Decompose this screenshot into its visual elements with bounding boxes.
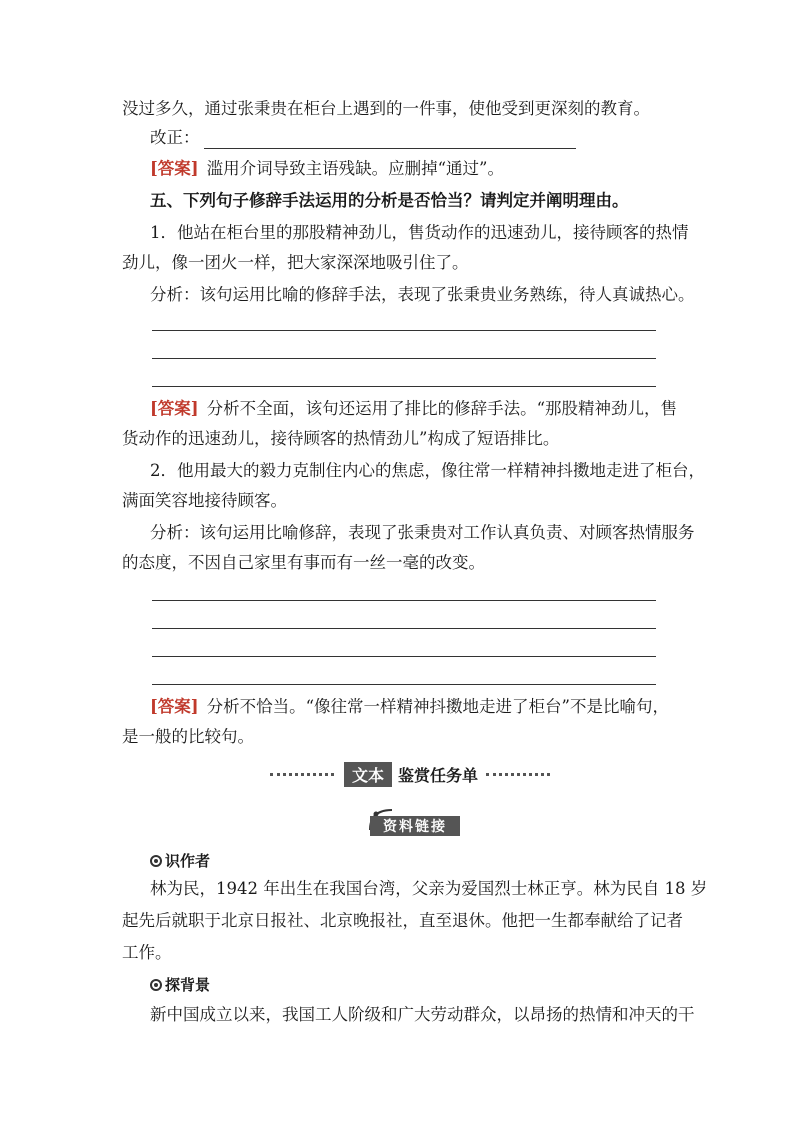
answer-blank: [204, 132, 576, 149]
background-section-heading: [150, 974, 210, 995]
answer-label: [答案]: [150, 399, 199, 418]
correction-label: 改正：: [150, 128, 200, 147]
background-paragraph: 新中国成立以来，我国工人阶级和广大劳动群众，以昂扬的热情和冲天的干: [150, 1005, 695, 1024]
answer-text: 分析不恰当。“像往常一样精神抖擞地走进了柜台”不是比喻句，: [206, 697, 669, 716]
target-icon: [150, 855, 162, 867]
question-1: 1．他站在柜台里的那股精神劲儿，售货动作的迅速劲儿，接待顾客的热情: [150, 223, 689, 242]
dotted-rule: [486, 773, 550, 776]
resource-link-label: 资料链接: [370, 816, 460, 836]
text-line: 劲儿，像一团火一样，把大家深深地吸引住了。: [122, 253, 469, 272]
answer-text: 分析不全面，该句还运用了排比的修辞手法。“那股精神劲儿，售: [206, 399, 678, 418]
text-line: 满面笑容地接待顾客。: [122, 491, 287, 510]
section-heading: 五、下列句子修辞手法运用的分析是否恰当？请判定并阐明理由。: [150, 191, 629, 210]
author-section-heading: [150, 850, 210, 871]
text-line: 工作。: [122, 943, 172, 962]
answer-rule: [152, 684, 656, 685]
question-2: 2．他用最大的毅力克制住内心的焦虑，像往常一样精神抖擞地走进了柜台，: [150, 461, 705, 480]
text-line: 的态度，不因自己家里有事而有一丝一毫的改变。: [122, 553, 485, 572]
background-section-label: 探背景: [165, 976, 211, 994]
answer-rule: [152, 358, 656, 359]
answer-text: 滥用介词导致主语残缺。应删掉“通过”。: [206, 159, 504, 178]
author-section-label: 识作者: [165, 852, 211, 870]
analysis-2: 分析：该句运用比喻修辞，表现了张秉贵对工作认真负责、对顾客热情服务: [150, 523, 695, 542]
analysis-1: 分析：该句运用比喻的修辞手法，表现了张秉贵业务熟练，待人真诚热心。: [150, 285, 695, 304]
answer-rule: [152, 386, 656, 387]
answer-rule: [152, 600, 656, 601]
text-line: 没过多久，通过张秉贵在柜台上遇到的一件事，使他受到更深刻的教育。: [122, 99, 650, 118]
divider-box: 文本: [344, 762, 392, 787]
resource-link-badge: [362, 804, 462, 836]
answer-rule: [152, 330, 656, 331]
answer-rule: [152, 628, 656, 629]
dotted-rule: [270, 773, 334, 776]
text-line: 货动作的迅速劲儿，接待顾客的热情劲儿”构成了短语排比。: [122, 429, 560, 448]
target-icon: [150, 979, 162, 991]
answer-line: [150, 398, 678, 420]
text-line: 是一般的比较句。: [122, 727, 254, 746]
answer-line: [150, 696, 678, 718]
correction-line: [150, 127, 678, 149]
answer-label: [答案]: [150, 697, 199, 716]
section-divider: [270, 762, 550, 786]
answer-line: [150, 158, 678, 180]
answer-rule: [152, 656, 656, 657]
answer-label: [答案]: [150, 159, 199, 178]
text-line: 起先后就职于北京日报社、北京晚报社，直至退休。他把一生都奉献给了记者: [122, 911, 683, 930]
author-paragraph: 林为民，1942 年出生在我国台湾，父亲为爱国烈士林正亨。林为民自 18 岁: [150, 879, 708, 898]
divider-title: 鉴赏任务单: [398, 765, 479, 785]
